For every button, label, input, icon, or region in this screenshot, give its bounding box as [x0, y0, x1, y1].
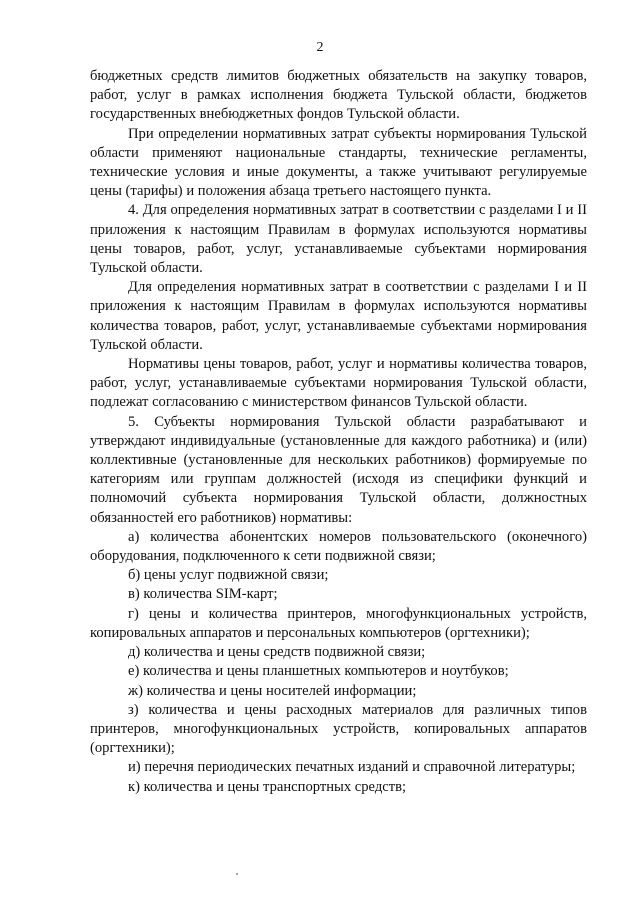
paragraph-budget-continuation: бюджетных средств лимитов бюджетных обязательств на закупку товаров, работ, услуг в рамках исполнения бюджета Тульской области, бюджетов государственных внебюджетных фондов Тульской области.	[90, 68, 587, 123]
scan-speck	[236, 873, 238, 875]
list-item-g: г) цены и количества принтеров, многофункциональных устройств, копировальных аппаратов и персональных компьютеров (оргтехники);	[90, 605, 587, 641]
paragraph-item-4: 4. Для определения нормативных затрат в соответствии с разделами I и II приложения к настоящим Правилам в формулах используются нормативы цены товаров, работ, услуг, устанавливаемые субъектами нормирования Тульской области.	[90, 202, 587, 277]
list-item-i: и) перечня периодических печатных изданий и справочной литературы;	[128, 759, 576, 776]
list-item-zh: ж) количества и цены носителей информации;	[128, 682, 417, 699]
paragraph-standards: При определении нормативных затрат субъекты нормирования Тульской области применяют национальные стандарты, технические регламенты, технические условия и иные документы, а также учитывают регулируемые цены (тарифы) и положения абзаца третьего настоящего пункта.	[90, 125, 587, 200]
list-item-e: е) количества и цены планшетных компьютеров и ноутбуков;	[128, 663, 509, 680]
list-item-b: б) цены услуг подвижной связи;	[128, 567, 329, 584]
list-item-a: а) количества абонентских номеров пользовательского (оконечного) оборудования, подключенного к сети подвижной связи;	[90, 528, 587, 565]
paragraph-quantity-norms: Для определения нормативных затрат в соответствии с разделами I и II приложения к настоящим Правилам в формулах используются нормативы количества товаров, работ, услуг, устанавливаемые субъектами нормирования Тульской области.	[90, 279, 587, 353]
list-item-z: з) количества и цены расходных материалов для различных типов принтеров, многофункциональных устройств, копировальных аппаратов (оргтехники);	[90, 701, 587, 757]
document-body	[90, 67, 587, 797]
list-item-v: в) количества SIM-карт;	[128, 586, 278, 603]
paragraph-item-5: 5. Субъекты нормирования Тульской области разрабатывают и утверждают индивидуальные (установленные для каждого работника) и (или) коллективные (установленные для нескольких работников) формируемые по категориям или группам должностей (исходя из специфики функций и полномочий субъекта нормирования Тульской области, должностных обязанностей его работников) нормативы:	[90, 413, 587, 526]
list-item-d: д) количества и цены средств подвижной связи;	[128, 644, 426, 661]
paragraph-approval: Нормативы цены товаров, работ, услуг и нормативы количества товаров, работ, услуг, устанавливаемые субъектами нормирования Тульской области, подлежат согласованию с министерством финансов Тульской области.	[90, 356, 587, 411]
list-item-k: к) количества и цены транспортных средств;	[128, 778, 407, 795]
page-number: 2	[316, 40, 324, 55]
